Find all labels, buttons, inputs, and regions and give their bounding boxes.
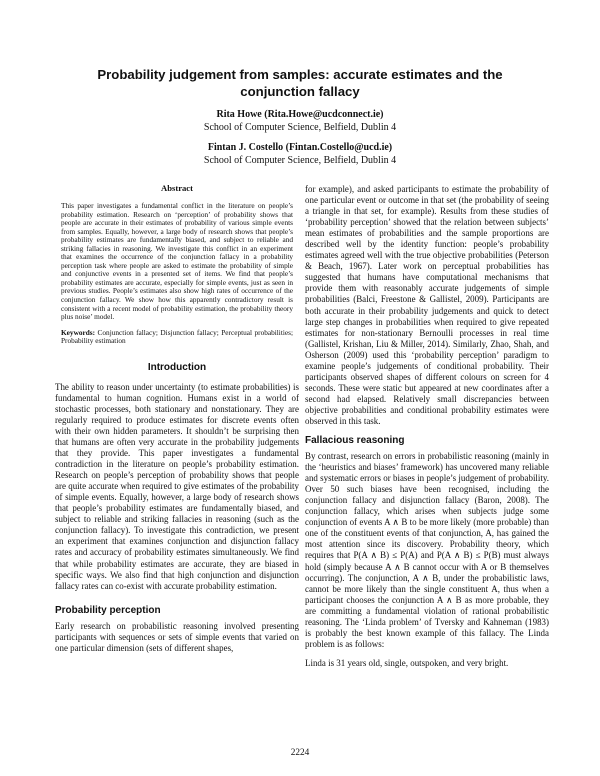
probability-perception-text: Early research on probabilistic reasoning involved presenting participants with sequences or sets of simple events that varied on one particular dimension (sets of different shapes, [55,620,299,653]
fallacious-reasoning-heading: Fallacious reasoning [305,435,405,447]
author-affiliation: School of Computer Science, Belfield, Dublin 4 [203,154,397,166]
author-name: Rita Howe (Rita.Howe@ucdconnect.ie) [216,109,384,120]
author-block-2 [60,142,540,167]
probability-perception-text-continued: for example), and asked participants to estimate the probability of one particular event or outcome in that set (the probability of seeing a triangle in that set, for example). Results from these studies of ‘probability perception’ showed that the relation between subjects’ mean estimates of probabilities and the sample proportions are described well by the identity function: people’s probability estimates agreed well with the true objective probabilities (Peterson & Beach, 1967). Later work on perceptual probabilities has suggested that humans have computational mechanisms that provide them with reasonably accurate judgements of simple probabilities (Balci, Freestone & Gallistel, 2009). Participants are both accurate in their probability judgements and quick to detect large step changes in probabilities when required to give repeated estimates for non-stationary Bernoulli processes in real time (Gallistel, Krishan, Liu & Miller, 2014). Similarly, Zhao, Shah, and Osherson (2009) used this ‘probability perception’ paradigm to examine people’s judgements of conditional probability. Their participants observed shapes of different colours on screen for 4 seconds. These were static but appeared at new coordinates after a second had elapsed. Relatively small discrepancies between objective probabilities and conditional probability estimates were observed in this task. [305,184,549,426]
author-affiliation: School of Computer Science, Belfield, Dublin 4 [203,121,397,133]
left-column [55,183,299,654]
probability-perception-heading: Probability perception [55,604,161,616]
fallacious-reasoning-text: By contrast, research on errors in probabilistic reasoning (mainly in the ‘heuristics and biases’ framework) has uncovered many reliable and systematic errors or biases in people’s judgement of probability. Over 50 such biases have been recognised, including the conjunction fallacy and disjunction fallacy (Baron, 2008). The conjunction fallacy, which arises when subjects judge some conjunction of events A ∧ B to be more likely (more probable) than one of the constituent events of that conjunction, A, has gained the most attention since its discovery. Probability theory, which requires that P(A ∧ B) ≤ P(A) and P(A ∧ B) ≤ P(B) must always hold (simply because A ∧ B cannot occur with A or B themselves occurring). The conjunction, A ∧ B, under the probabilistic laws, cannot be more likely than the single constituent A, thus when a participant chooses the conjunction A ∧ B as more probable, they are committing a fundamental violation of rational probabilistic reasoning. The ‘Linda problem’ of Tversky and Kahneman (1983) is probably the best known example of this fallacy. The Linda problem is as follows: [305,451,549,649]
linda-problem-text: Linda is 31 years old, single, outspoken, and very bright. [305,657,509,668]
introduction-text: The ability to reason under uncertainty (to estimate probabilities) is fundamental to human cognition. Humans exist in a world of stochastic processes, both stationary and nonstationary. They are regularly required to produce estimates for discrete events often with their own hidden parameters. It shouldn’t be surprising then that humans are often very accurate in the probability judgements that they provide. This paper investigates a fundamental contradiction in the literature on people’s probability estimation. Research on people’s perception of probability shows that people are quite accurate when required to give estimates of the probability of simple events. Equally, however, a large body of research shows that people’s probability estimates are fundamentally biased, and subject to reliable and striking fallacies in reasoning (such as the conjunction fallacy). To investigate this contradiction, we present an experiment that examines conjunction and disjunction fallacy rates and accuracy of probability estimates simultaneously. We find that while probability estimates are accurate, they are biased in specific ways. We also find that high conjunction and disjunction fallacy rates can co-exist with accurate probability estimation. [55,381,299,591]
abstract-heading: Abstract [161,183,193,193]
author-block-1 [60,109,540,134]
introduction-heading: Introduction [147,361,207,373]
keywords-text: Conjunction fallacy; Disjunction fallacy; Perceptual probabilities; Probability estimation [61,327,293,346]
page-number: 2224 [290,748,310,758]
keywords-label: Keywords: [61,327,96,337]
paper-title: Probability judgement from samples: accurate estimates and the conjunction fallacy [97,67,503,99]
author-name: Fintan J. Costello (Fintan.Costello@ucd.ie) [207,142,393,153]
abstract-text: This paper investigates a fundamental conflict in the literature on people’s probability estimation. Research on ‘perception’ of probability shows that people are accurate in their estimates of probability of various simple events from samples. Equally, however, a large body of research shows that people’s probability estimates are fundamentally biased, and subject to reliable and striking fallacies in reasoning. We investigate this conflict in an experiment that examines the occurrence of the conjunction fallacy in a probability perception task where people are asked to estimate the probability of simple and conjunctive events in a presented set of items. We find that people’s probability estimates are accurate, especially for simple events, just as seen in previous studies. People’s estimates also show high rates of occurrence of the conjunction fallacy. We show how this apparently contradictory result is consistent with a recent model of probability estimation, the probability theory plus noise’ model. [61,201,293,322]
keywords [61,329,293,346]
right-column [305,184,549,669]
